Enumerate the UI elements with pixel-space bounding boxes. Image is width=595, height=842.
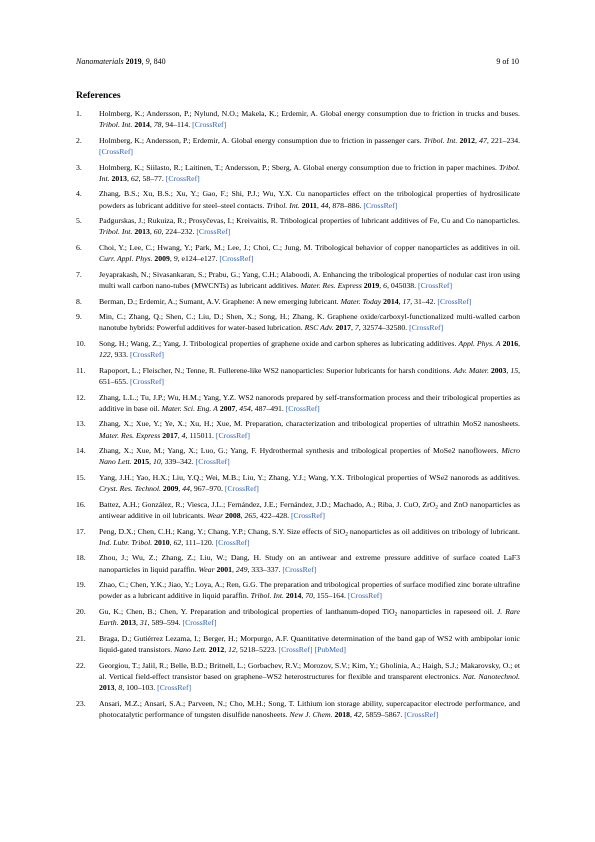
pub-year: 2016 <box>502 338 519 348</box>
reference-number: 17. <box>76 526 86 536</box>
reference-item <box>76 418 520 440</box>
pub-year: 2015 <box>133 457 150 467</box>
reference-text <box>99 580 520 600</box>
reference-segment: , 5218–5223. <box>235 644 279 654</box>
volume: 12 <box>228 644 236 654</box>
reference-item <box>76 660 520 694</box>
crossref-link[interactable]: [CrossRef] <box>285 403 320 413</box>
crossref-link[interactable]: [CrossRef] <box>418 280 453 290</box>
reference-segment: , <box>178 484 183 494</box>
reference-segment: , <box>379 280 384 290</box>
volume: 62 <box>173 537 182 547</box>
reference-item <box>76 606 520 628</box>
reference-segment: , <box>177 430 182 440</box>
volume: 15 <box>510 365 519 375</box>
subscript: 2 <box>435 504 438 511</box>
reference-segment: , <box>169 537 174 547</box>
reference-number: 7. <box>76 269 82 279</box>
reference-segment: Zhao, C.; Chen, Y.K.; Jiao, Y.; Loya, A.; Ren, G.G. The preparation and tribological properties of surface modified zinc borate ultrafine powder as a lubricant additive in liquid paraffin. <box>99 580 520 601</box>
reference-segment: , 422–428. <box>256 510 291 520</box>
reference-segment: Yang, J.H.; Yao, H.X.; Liu, Y.Q.; Wei, M.B.; Liu, Y.; Zhang, Y.J.; Wang, Y.X. Tribological properties of WSe2 nanorods as additives. <box>99 472 520 482</box>
reference-number: 9. <box>76 312 82 322</box>
journal-abbrev: Curr. Appl. Phys. <box>99 254 153 264</box>
crossref-link[interactable]: [CrossRef] <box>290 510 325 520</box>
reference-segment: , 224–232. <box>161 227 197 237</box>
reference-number: 20. <box>76 606 86 616</box>
crossref-link[interactable]: [CrossRef] <box>130 376 165 386</box>
reference-text <box>99 163 520 183</box>
reference-segment: , 58–77. <box>138 173 166 183</box>
volume: 7 <box>354 323 359 333</box>
pub-year: 2018 <box>334 709 350 719</box>
reference-item <box>76 215 520 237</box>
journal-abbrev: RSC Adv. <box>304 323 334 333</box>
reference-number: 11. <box>76 365 86 375</box>
reference-number: 18. <box>76 553 86 563</box>
volume: 8 <box>118 682 123 692</box>
reference-segment: , 32574–32580. <box>358 323 410 333</box>
reference-item <box>76 392 520 414</box>
crossref-link[interactable]: [CrossRef] <box>130 350 165 360</box>
volume: 44 <box>182 484 190 494</box>
reference-segment: , e124–e127. <box>177 254 220 264</box>
journal-abbrev: Wear <box>198 564 215 574</box>
reference-segment: Berman, D.; Erdemir, A.; Sumant, A.V. Graphene: A new emerging lubricant. <box>99 296 341 306</box>
pub-year: 2009 <box>154 254 170 264</box>
crossref-link[interactable]: [CrossRef] <box>99 147 134 156</box>
reference-number: 14. <box>76 446 86 456</box>
reference-item <box>76 162 520 184</box>
reference-segment: Min, C.; Zhang, Q.; Shen, C.; Liu, D.; Shen, X.; Song, H.; Zhang, K. Graphene oxide/carboxyl-functionalized multi-walled carbon nanotube hybrids: Powerful additives for water-based lubrication. <box>99 312 520 333</box>
reference-segment: , <box>518 338 520 348</box>
crossref-link[interactable]: [CrossRef] <box>157 682 192 692</box>
reference-number: 8. <box>76 296 82 306</box>
journal-abbrev: Mater. Sci. Eng. A <box>161 403 218 413</box>
pub-year: 2011 <box>301 200 317 210</box>
reference-segment: , <box>475 135 480 145</box>
reference-segment: Zhang, B.S.; Xu, B.S.; Xu, Y.; Gao, F.; Shi, P.J.; Wu, Y.X. Cu nanoparticles effect on the tribological properties of hydrosilicate powders as lubricant additive for steel–steel contacts. <box>99 189 520 210</box>
reference-segment: , <box>351 323 355 333</box>
reference-number: 4. <box>76 189 82 199</box>
reference-segment: , 111–120. <box>181 537 216 547</box>
reference-segment: , <box>149 227 154 237</box>
page-number: 9 of 10 <box>496 57 519 66</box>
volume: 10 <box>153 457 161 467</box>
journal-abbrev: Mater. Today <box>340 296 382 306</box>
journal-abbrev: Nano Lett. <box>174 644 207 654</box>
reference-segment: , <box>235 403 240 413</box>
reference-segment: , 31–42. <box>410 296 438 306</box>
journal-abbrev: J. Rare Earth. <box>99 606 520 628</box>
reference-segment: , 221–234. <box>486 135 521 145</box>
reference-text <box>99 189 520 209</box>
reference-number: 13. <box>76 419 86 429</box>
volume: 17 <box>402 296 411 306</box>
pub-year: 2017 <box>162 430 178 440</box>
reference-segment: Holmberg, K.; Andersson, P.; Erdemir, A. Global energy consumption due to friction in passenger cars. <box>99 135 424 145</box>
reference-segment: , 5859–5867. <box>361 709 405 719</box>
reference-segment: , <box>240 510 245 520</box>
pub-year: 2014 <box>134 120 150 130</box>
crossref-link[interactable]: [CrossRef] <box>404 709 439 719</box>
reference-item <box>76 338 520 360</box>
volume: 4 <box>181 430 186 440</box>
reference-number: 22. <box>76 660 86 670</box>
reference-item <box>76 552 520 574</box>
reference-segment: Zhang, X.; Xue, Y.; Ye, X.; Xu, H.; Xue, M. Preparation, characterization and tribological properties of ultrathin MoS2 nanosheets. <box>99 419 520 429</box>
reference-segment: , <box>224 644 229 654</box>
volume: 78 <box>153 120 162 130</box>
reference-text <box>99 366 520 386</box>
volume: 265 <box>244 510 257 520</box>
references-heading: References <box>76 90 121 101</box>
pub-year: 2003 <box>490 365 507 375</box>
reference-item <box>76 472 520 494</box>
reference-item <box>76 633 520 655</box>
reference-item <box>76 242 520 264</box>
reference-segment: , <box>126 173 131 183</box>
reference-text <box>99 393 520 413</box>
volume: 62 <box>130 173 139 183</box>
reference-number: 19. <box>76 580 86 590</box>
reference-text <box>99 243 520 263</box>
journal-volume: 9 <box>145 57 150 66</box>
pub-year: 2001 <box>216 564 233 574</box>
reference-text <box>99 446 520 466</box>
reference-segment: , <box>169 254 174 264</box>
reference-text <box>99 216 520 236</box>
reference-number: 12. <box>76 392 86 402</box>
pub-year: 2010 <box>154 537 170 547</box>
reference-segment: , <box>398 296 403 306</box>
crossref-link[interactable]: [CrossRef] <box>195 457 230 467</box>
crossref-link[interactable]: [CrossRef] <box>437 296 472 306</box>
journal-abbrev: Wear <box>207 510 224 520</box>
journal-abbrev: Cryst. Res. Technol. <box>99 484 161 494</box>
reference-segment: , <box>114 682 119 692</box>
crossref-link[interactable]: [CrossRef] <box>278 644 313 654</box>
journal-citation: Nanomaterials 2019, 9, 840 <box>76 57 166 66</box>
journal-abbrev: Appl. Phys. A <box>458 338 501 348</box>
reference-item <box>76 579 520 601</box>
crossref-link[interactable]: [CrossRef] <box>363 200 398 210</box>
crossref-link[interactable]: [CrossRef] <box>219 254 254 264</box>
reference-segment: Peng, D.X.; Chen, C.H.; Kang, Y.; Chang, Y.P.; Chang, S.Y. Size effects of SiO <box>99 526 346 536</box>
journal-abbrev: Mater. Res. Express <box>300 280 362 290</box>
crossref-link[interactable]: [CrossRef] <box>196 227 231 237</box>
subscript: 2 <box>394 611 398 618</box>
journal-name: Nanomaterials <box>76 57 124 66</box>
pub-year: 2014 <box>285 591 302 601</box>
reference-segment: Ansari, M.Z.; Ansari, S.A.; Parveen, N.; Cho, M.H.; Song, T. Lithium ion storage ability, supercapacitor electrode performance, and photocatalytic performance of tungsten disulfide nanosheets. <box>99 698 520 719</box>
journal-abbrev: Adv. Mater. <box>453 365 489 375</box>
reference-item <box>76 269 520 291</box>
volume: 454 <box>239 403 251 413</box>
reference-item <box>76 526 520 548</box>
reference-number: 16. <box>76 499 86 509</box>
reference-segment: , 487–491. <box>250 403 286 413</box>
pub-year: 2013 <box>120 618 137 628</box>
reference-text <box>99 312 520 332</box>
reference-segment: , 100–103. <box>122 682 158 692</box>
reference-segment: , 651–655. <box>99 365 521 386</box>
reference-text <box>99 339 520 359</box>
crossref-link[interactable]: [CrossRef] <box>347 591 382 601</box>
crossref-link[interactable]: [CrossRef] <box>282 564 317 574</box>
crossref-link[interactable]: [CrossRef] <box>192 120 227 130</box>
reference-text <box>99 109 520 129</box>
journal-abbrev: New J. Chem. <box>289 709 333 719</box>
reference-number: 1. <box>76 109 82 118</box>
journal-year: 2019 <box>125 57 142 66</box>
subscript: 2 <box>345 530 348 537</box>
reference-segment: Jeyaprakash, N.; Sivasankaran, S.; Prabu, G.; Yang, C.H.; Alaboodi, A. Enhancing the tribological properties of nodular cast iron using multi wall carbon nano-tubes (MWCNTs) as lubricant additives. <box>99 269 520 290</box>
reference-segment: Song, H.; Wang, Z.; Yang, J. Tribological properties of graphene oxide and carbon spheres as lubricating additives. <box>99 338 459 348</box>
pub-year: 2012 <box>459 135 476 145</box>
reference-segment: , 115011. <box>185 430 216 440</box>
reference-text <box>99 553 520 573</box>
journal-abbrev: Micro Nano Lett. <box>99 446 520 467</box>
journal-abbrev: Tribol. Int. <box>99 227 133 237</box>
reference-text <box>99 634 520 654</box>
reference-segment: , <box>349 709 354 719</box>
reference-segment: , 333–337. <box>247 564 283 574</box>
reference-text <box>99 500 520 520</box>
reference-segment: Zhou, J.; Wu, Z.; Zhang, Z.; Liu, W.; Dang, H. Study on an antiwear and extreme pressure additive of surface coated LaF3 nanoparticles in liquid paraffin. <box>99 553 520 574</box>
volume: 122 <box>99 350 111 360</box>
reference-text <box>99 699 520 719</box>
reference-number: 2. <box>76 135 82 145</box>
reference-item <box>76 365 520 387</box>
reference-number: 5. <box>76 216 82 226</box>
reference-text <box>99 270 520 290</box>
reference-number: 6. <box>76 242 82 252</box>
reference-segment: Holmberg, K.; Siilasto, R.; Laitinen, T.; Andersson, P.; Sberg, A. Global energy consumption due to friction in paper machines. <box>99 162 500 172</box>
reference-segment: Zhang, X.; Xue, M.; Yang, X.; Luo, G.; Yang, F. Hydrothermal synthesis and tribological properties of MoSe2 nanoflowers. <box>99 446 502 456</box>
reference-segment: Braga, D.; Gutiérrez Lezama, I.; Berger, H.; Morpurgo, A.F. Quantitative determination of the band gap of WS2 with ambipolar ionic liquid-gated transistors. <box>99 633 520 654</box>
volume: 60 <box>153 227 162 237</box>
page-header <box>76 57 519 69</box>
reference-segment: , 339–342. <box>160 457 196 467</box>
reference-text <box>99 473 520 493</box>
volume: 44 <box>320 200 329 210</box>
reference-number: 23. <box>76 698 86 708</box>
reference-segment: , <box>149 457 154 467</box>
reference-segment: nanoparticles as oil additives on tribology of lubricant. <box>347 526 520 536</box>
reference-item <box>76 108 520 130</box>
reference-segment: , <box>149 120 154 130</box>
journal-abbrev: Tribol. Int. <box>266 200 300 210</box>
reference-segment: nanoparticles in rapeseed oil. <box>397 606 497 616</box>
reference-text <box>99 136 520 156</box>
reference-segment: , <box>316 200 321 210</box>
reference-segment: , <box>301 591 306 601</box>
reference-item <box>76 135 520 157</box>
pub-year: 2019 <box>363 280 380 290</box>
crossref-link[interactable]: [CrossRef] <box>165 173 200 183</box>
reference-item <box>76 499 520 521</box>
pub-year: 2014 <box>383 296 399 306</box>
reference-item <box>76 445 520 467</box>
reference-segment: , 967–970. <box>190 484 225 494</box>
article-number: 840 <box>153 57 166 66</box>
volume: 47 <box>479 135 487 145</box>
journal-abbrev: Mater. Res. Express <box>99 430 161 440</box>
reference-number: 3. <box>76 162 82 172</box>
pub-year: 2007 <box>219 403 236 413</box>
reference-segment: Rapoport, L.; Fleischer, N.; Tenne, R. Fullerene-like WS2 nanoparticles: Superior lubricants for harsh conditions. <box>99 365 454 375</box>
pub-year: 2017 <box>335 323 352 333</box>
reference-segment: Zhang, L.L.; Tu, J.P.; Wu, H.M.; Yang, Y.Z. WS2 nanorods prepared by self-transformation process and their tribological properties as additive in base oil. <box>99 392 520 413</box>
pub-year: 2009 <box>162 484 179 494</box>
reference-segment: , 878–886. <box>328 200 364 210</box>
reference-list <box>76 108 520 724</box>
pub-year: 2013 <box>99 682 115 692</box>
reference-text <box>99 527 520 547</box>
volume: 70 <box>305 591 314 601</box>
volume: 6 <box>383 280 388 290</box>
crossref-link[interactable]: [CrossRef] <box>215 537 250 547</box>
crossref-link[interactable]: [CrossRef] <box>215 430 250 440</box>
reference-segment: Georgiou, T.; Jalil, R.; Belle, B.D.; Britnell, L.; Gorbachev, R.V.; Morozov, S.V.; Kim, Y.; Gholinia, A.; Haigh, S.J.; Makarovsky, O.; et al. Vertical field-effect transistor based on graphene–WS2 heterostructures for flexible and transparent electronics. <box>99 660 520 681</box>
journal-abbrev: Tribol. Int. <box>423 135 458 145</box>
pubmed-link[interactable]: [PubMed] <box>314 644 346 654</box>
volume: 9 <box>173 254 178 264</box>
reference-item <box>76 698 520 720</box>
crossref-link[interactable]: [CrossRef] <box>182 618 217 628</box>
reference-segment: Battez, A.H.; González, R.; Viesca, J.L.; Fernández, J.E.; Fernández, J.D.; Machado, A.; Riba, J. CuO, ZrO <box>99 499 436 509</box>
reference-number: 10. <box>76 338 86 348</box>
reference-number: 15. <box>76 472 86 482</box>
journal-abbrev: Tribol. Int. <box>99 162 520 183</box>
journal-abbrev: Tribol. Int. <box>99 120 133 130</box>
reference-segment: Holmberg, K.; Andersson, P.; Nylund, N.O.; Makela, K.; Erdemir, A. Global energy consumption due to friction in trucks and buses. <box>99 109 520 118</box>
reference-segment: Padgurskas, J.; Rukuiza, R.; Prosyčevas, I.; Kreivaitis, R. Tribological properties of lubricant additives of Fe, Cu and Co nanoparticles. <box>99 216 520 226</box>
reference-segment: , <box>506 365 511 375</box>
reference-number: 21. <box>76 633 86 643</box>
reference-text <box>99 607 520 627</box>
volume: 42 <box>353 709 362 719</box>
journal-abbrev: Ind. Lubr. Tribol. <box>99 537 153 547</box>
reference-segment: , 045038. <box>387 280 419 290</box>
reference-segment: , 94–114. <box>161 120 193 130</box>
crossref-link[interactable]: [CrossRef] <box>409 323 444 333</box>
pub-year: 2008 <box>225 510 241 520</box>
reference-segment: , <box>232 564 236 574</box>
reference-segment: Choi, Y.; Lee, C.; Hwang, Y.; Park, M.; Lee, J.; Choi, C.; Jung, M. Tribological behavior of copper nanoparticles as additives in oil. <box>99 242 520 252</box>
crossref-link[interactable]: [CrossRef] <box>224 484 259 494</box>
reference-text <box>99 419 520 439</box>
journal-abbrev: Tribol. Int. <box>250 591 284 601</box>
reference-segment: and ZnO nanoparticles as antiwear additive in oil lubricants. <box>99 499 521 520</box>
reference-segment: , <box>136 618 140 628</box>
reference-item <box>76 311 520 333</box>
reference-segment: , 589–594. <box>147 618 183 628</box>
reference-text <box>99 297 471 306</box>
reference-segment: , 155–164. <box>313 591 348 601</box>
reference-item <box>76 296 520 307</box>
pub-year: 2013 <box>134 227 150 237</box>
reference-item <box>76 188 520 210</box>
pub-year: 2012 <box>208 644 225 654</box>
volume: 31 <box>139 618 148 628</box>
journal-abbrev: Nat. Nanotechnol. <box>462 671 520 681</box>
reference-segment: Gu, K.; Chen, B.; Chen, Y. Preparation and tribological properties of lanthanum-doped TiO <box>99 606 395 616</box>
reference-segment: , 933. <box>110 350 130 360</box>
volume: 249 <box>235 564 248 574</box>
reference-text <box>99 661 520 692</box>
pub-year: 2013 <box>111 173 127 183</box>
